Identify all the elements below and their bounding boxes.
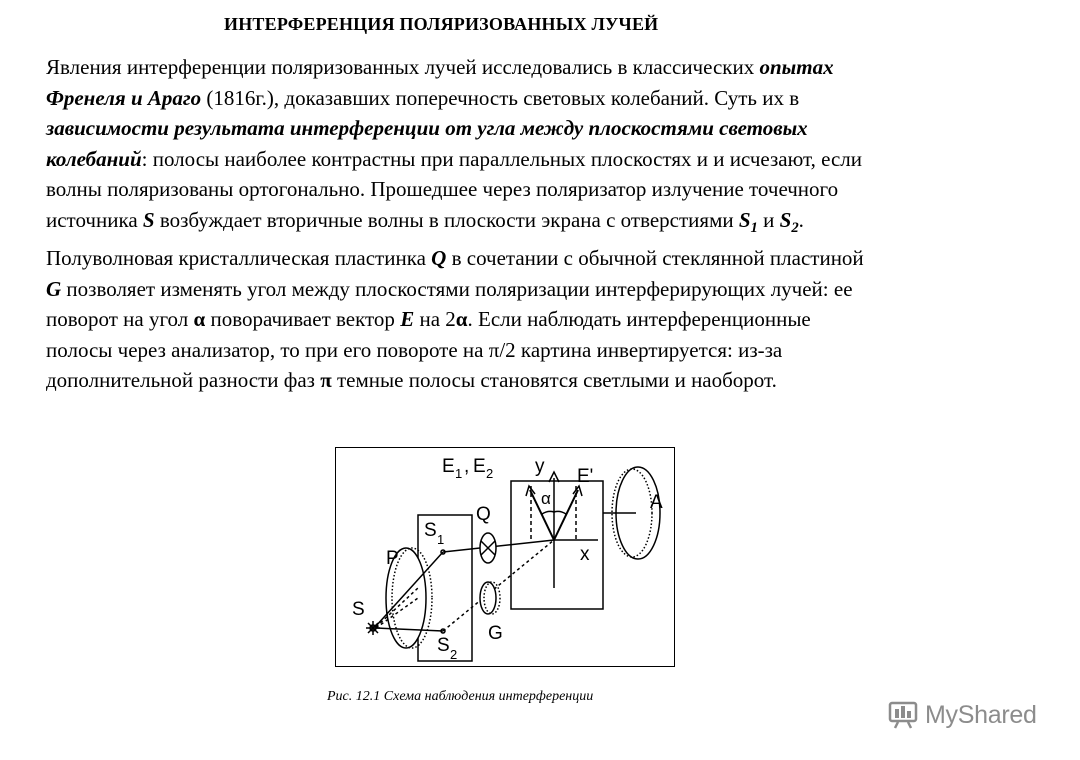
text-line-4 (46, 144, 1046, 175)
text-run: в сочетании с обычной стеклянной пластиной (446, 246, 864, 271)
text-run: на 2 (414, 307, 456, 332)
text-run: . Если наблюдать интерференционные (467, 307, 811, 332)
emphasis-run: опытах (759, 55, 834, 79)
text-run: . (798, 207, 804, 232)
label-a: A (650, 492, 663, 513)
logo-my: My (925, 700, 958, 729)
text-line-7 (46, 243, 1046, 274)
symbol-pi: π (488, 337, 500, 362)
figure-caption: Рис. 12.1 Схема наблюдения интерференции (327, 689, 594, 704)
text-run: дополнительной разности фаз (46, 368, 321, 393)
label-sub: 2 (486, 466, 494, 481)
label-s2: S (437, 635, 450, 656)
label-e2: E (473, 456, 486, 477)
label-q: Q (476, 504, 491, 525)
symbol-q: Q (431, 246, 447, 271)
logo-icon (887, 700, 919, 730)
page-title: ИНТЕРФЕРЕНЦИЯ ПОЛЯРИЗОВАННЫХ ЛУЧЕЙ (224, 14, 659, 34)
text-line-2 (46, 83, 1046, 114)
label-sub: 1 (455, 466, 463, 481)
symbol-s: S (142, 207, 155, 232)
label-alpha: α (541, 489, 551, 508)
text-run: и (757, 207, 780, 232)
plate-g (480, 582, 496, 614)
text-line-9 (46, 304, 1046, 335)
text-run: Явления интерференции поляризованных лучей исследовались в классических (46, 55, 760, 79)
diagram-svg (336, 448, 676, 668)
label-p: P (386, 548, 399, 569)
body-paragraph (46, 52, 1046, 396)
logo-text (925, 701, 1037, 730)
symbol-alpha: α (455, 307, 468, 332)
label-eprime: E' (577, 466, 594, 487)
label-sub: 2 (450, 647, 458, 662)
emphasis-run: зависимости результата интерференции от угла между плоскостями световых (46, 116, 808, 140)
text-line-11 (46, 365, 1046, 396)
symbol-pi: π (320, 368, 332, 393)
symbol-g: G (46, 276, 62, 301)
label-e1: E (442, 456, 455, 477)
text-run: темные полосы становятся светлыми и наоборот. (331, 368, 777, 393)
label-s1: S (424, 520, 437, 541)
text-line-8 (46, 274, 1046, 305)
label-g: G (488, 623, 503, 644)
emphasis-run: Френеля и Араго (46, 85, 202, 110)
text-run: (1816г.), доказавших поперечность световых колебаний. Суть их в (201, 85, 800, 110)
text-run: поворачивает вектор (205, 307, 401, 332)
label-comma: , (464, 456, 470, 477)
symbol-s1: S (738, 207, 751, 232)
interference-diagram (335, 447, 675, 667)
label-s: S (352, 599, 365, 620)
text-line-5 (46, 174, 1046, 205)
text-line-1 (46, 52, 1046, 83)
symbol-e: E (400, 307, 415, 332)
myshared-logo (887, 697, 1052, 733)
logo-shared: Shared (957, 700, 1037, 729)
text-run: /2 картина инвертируется: из-за (499, 337, 783, 362)
text-run: волны поляризованы ортогонально. Прошедшее через поляризатор излучение точечного (46, 177, 839, 201)
subscript: 1 (750, 219, 758, 236)
symbol-s2: S (779, 207, 792, 232)
text-line-6 (46, 205, 1046, 244)
text-run: позволяет изменять угол между плоскостями поляризации интерферирующих лучей: ее (61, 276, 853, 301)
label-y: y (535, 456, 545, 477)
text-run: возбуждает вторичные волны в плоскости экрана с отверстиями (154, 207, 739, 232)
text-run: поворот на угол (46, 307, 194, 332)
text-line-10 (46, 335, 1046, 366)
label-sub: 1 (437, 532, 445, 547)
text-run: источника (46, 207, 143, 232)
label-x: x (580, 544, 590, 565)
text-run: Полуволновая кристаллическая пластинка (46, 246, 432, 271)
text-line-3 (46, 113, 1046, 144)
subscript: 2 (791, 219, 799, 236)
text-run: : полосы наиболее контрастны при параллельных плоскостях и и исчезают, если (141, 146, 863, 171)
text-run: полосы через анализатор, то при его повороте на (46, 337, 489, 362)
symbol-alpha: α (193, 307, 206, 332)
emphasis-run: колебаний (46, 146, 142, 171)
